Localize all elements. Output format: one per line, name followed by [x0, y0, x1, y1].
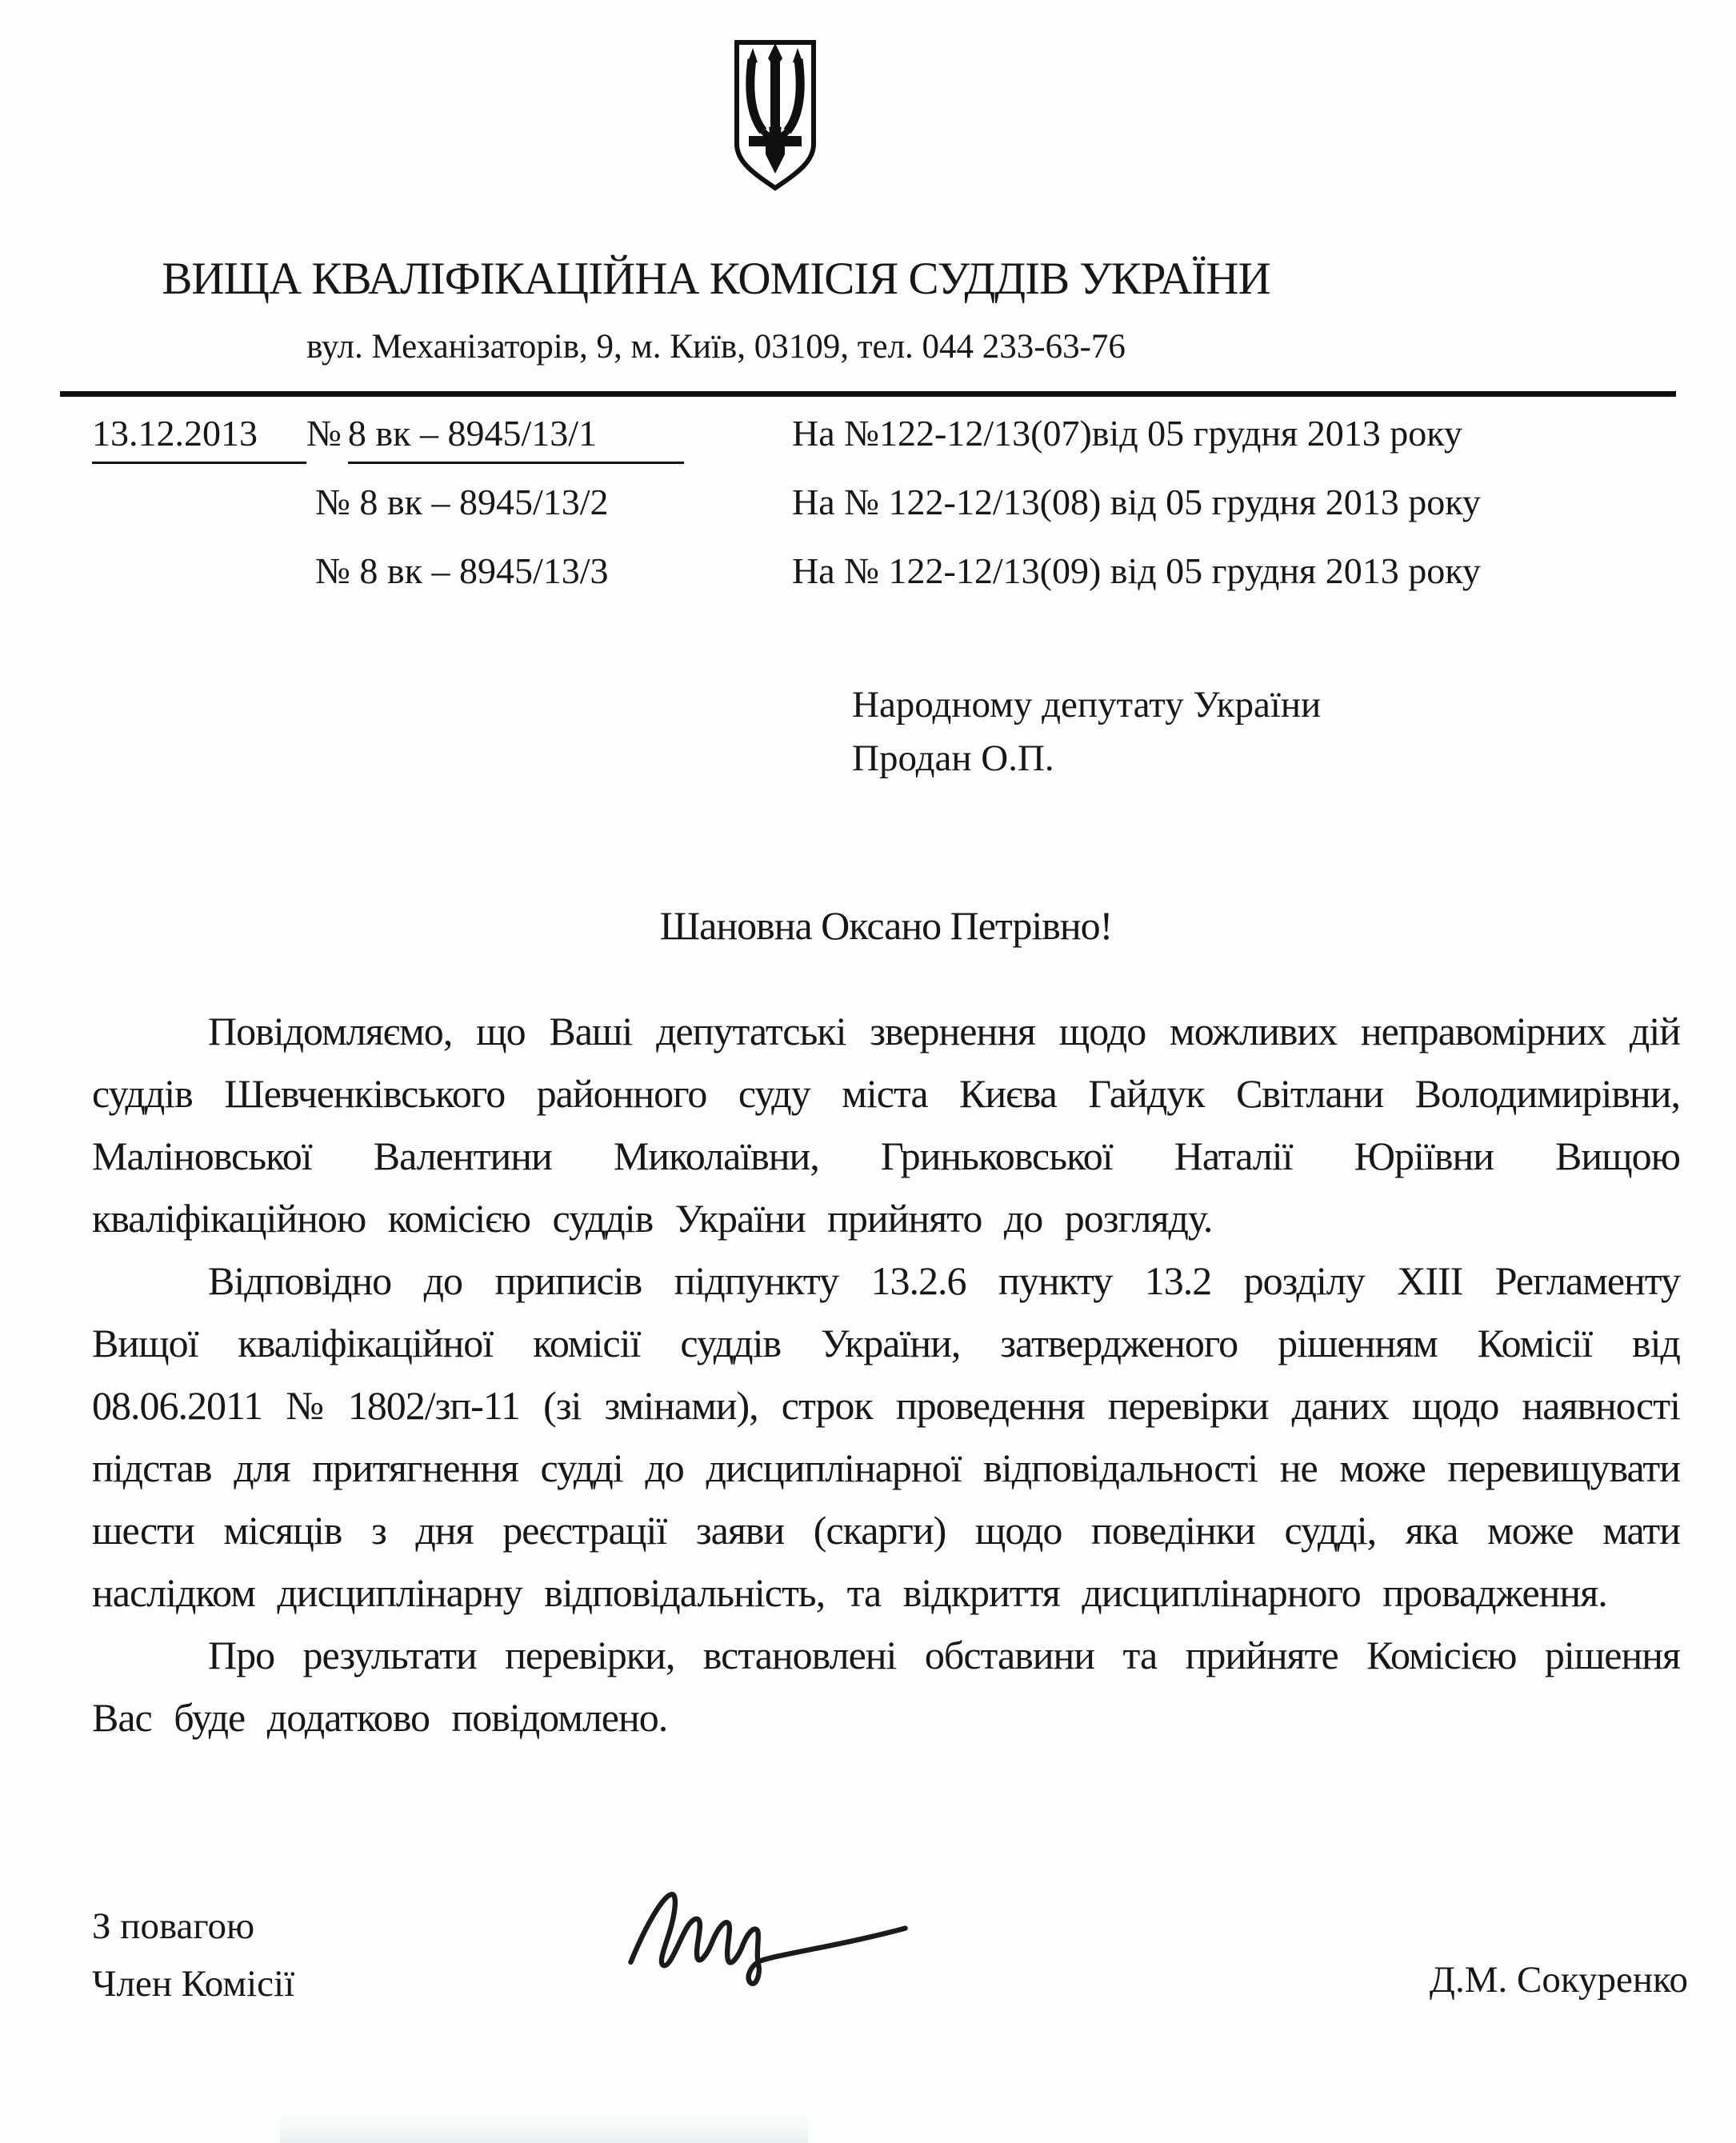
outgoing-number: 8 вк – 8945/13/2: [359, 482, 609, 522]
incoming-reference: На №122-12/13(07)від 05 грудня 2013 року: [792, 413, 1462, 454]
reference-row: [92, 547, 1680, 616]
addressee-block: [852, 678, 1321, 786]
letter-body: [92, 1000, 1680, 1749]
organization-address: вул. Механізаторів, 9, м. Київ, 03109, тел. 044 233-63-76: [306, 328, 1126, 366]
outgoing-reference: [92, 547, 792, 595]
signature-closing: [92, 1897, 294, 2013]
letter-date: 13.12.2013: [92, 410, 306, 464]
closing-phrase: З повагою: [92, 1905, 255, 1947]
addressee-title: Народному депутату України: [852, 684, 1322, 726]
addressee-name: Продан О.П.: [852, 738, 1054, 779]
number-sign: №: [315, 550, 350, 591]
reference-row: [92, 478, 1680, 547]
body-paragraph: Відповідно до приписів підпункту 13.2.6 пункту 13.2 розділу XIII Регламенту Вищої кваліфікаційної комісії суддів України, затвердженого рішенням Комісії від 08.06.2011 № 1802/зп-11 (зі змінами), строк проведення перевірки даних щодо наявності підстав для притягнення судді до дисциплінарної відповідальності не може перевищувати шести місяців з дня реєстрації заяви (скарги) щодо поведінки судді, яка може мати наслідком дисциплінарну відповідальність, та відкриття дисциплінарного провадження.: [92, 1258, 1680, 1615]
outgoing-number: 8 вк – 8945/13/3: [359, 550, 609, 591]
signature-block: [92, 1897, 1688, 2089]
incoming-reference: На № 122-12/13(09) від 05 грудня 2013 року: [792, 550, 1481, 591]
outgoing-number: 8 вк – 8945/13/1: [348, 410, 684, 464]
incoming-reference: На № 122-12/13(08) від 05 грудня 2013 року: [792, 482, 1481, 522]
salutation: Шановна Оксано Петрівно!: [659, 903, 1113, 948]
reference-block: [92, 410, 1680, 616]
body-paragraph: Про результати перевірки, встановлені обставини та прийняте Комісією рішення Вас буде додатково повідомлено.: [92, 1633, 1680, 1740]
organization-title: ВИЩА КВАЛІФІКАЦІЙНА КОМІСІЯ СУДДІВ УКРАЇНИ: [162, 254, 1270, 304]
number-sign: №: [306, 413, 342, 454]
signer-position: Член Комісії: [92, 1963, 295, 2005]
outgoing-reference: [92, 410, 792, 464]
number-sign: №: [315, 482, 350, 522]
body-paragraph: Повідомляємо, що Ваші депутатські звернення щодо можливих неправомірних дій суддів Шевченківського районного суду міста Києва Гайдук Світлани Володимирівни, Маліновської Валентини Миколаївни, Гриньковської Наталії Юріївни Вищою кваліфікаційною комісією суддів України прийнято до розгляду.: [92, 1009, 1680, 1241]
outgoing-reference: [92, 478, 792, 526]
signer-name: Д.М. Сокуренко: [1429, 1959, 1688, 2001]
scan-artifact: [280, 2113, 808, 2143]
reference-row: [92, 410, 1680, 478]
handwritten-signature-icon: [624, 1875, 912, 1995]
header-divider: [60, 391, 1676, 397]
ukraine-trident-icon: [731, 37, 819, 194]
